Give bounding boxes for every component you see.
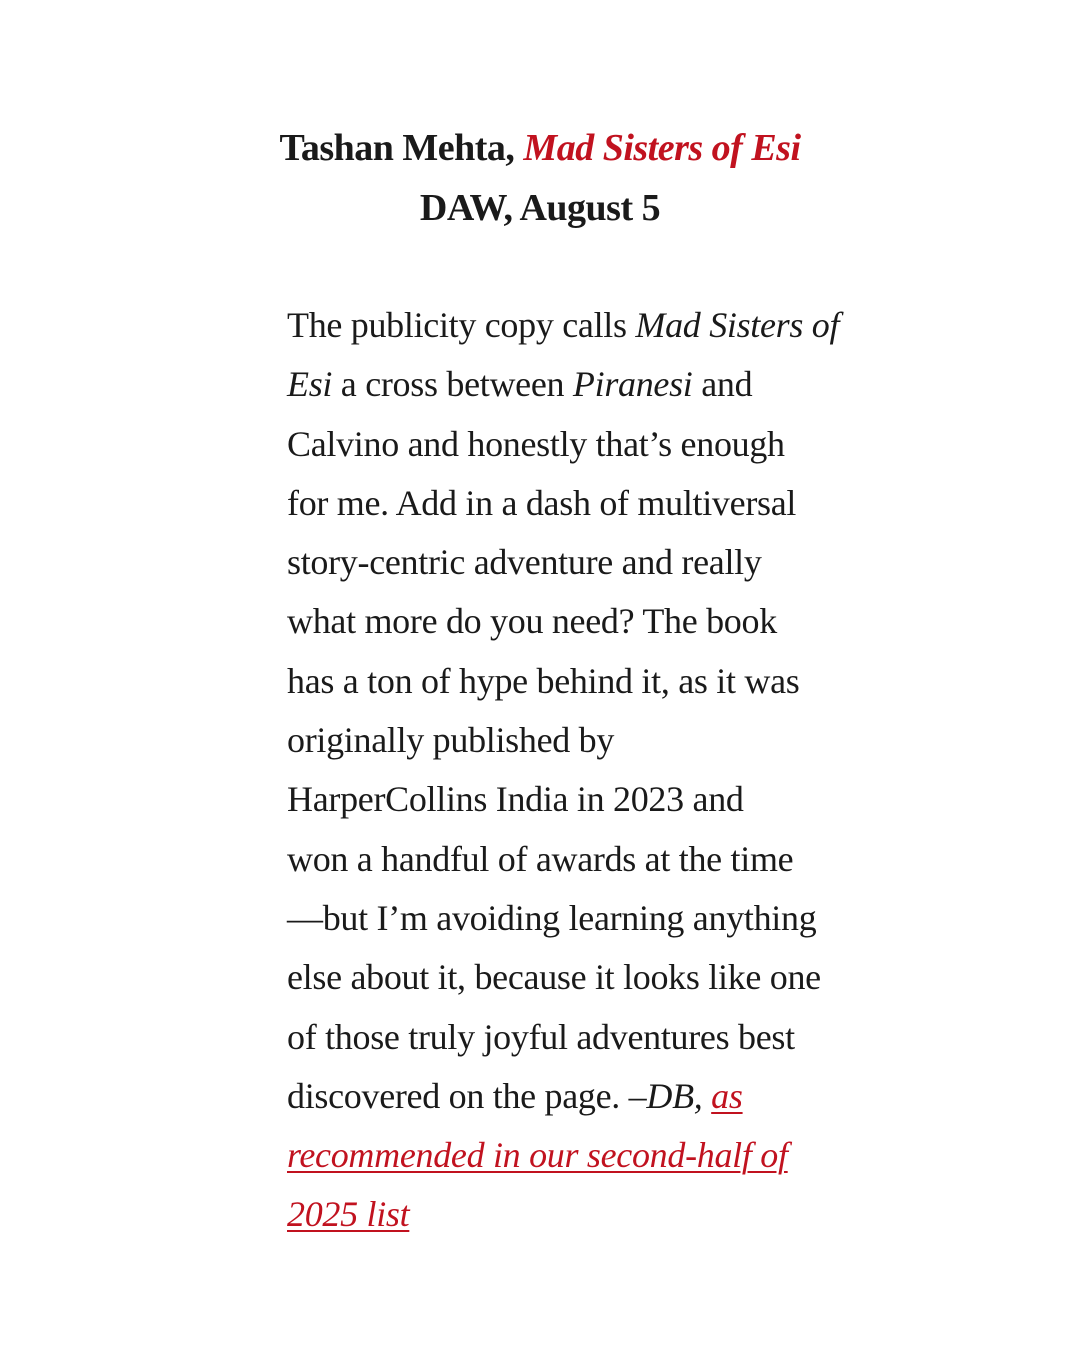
blurb-line xyxy=(287,355,853,414)
blurb-line: has a ton of hype behind it, as it was xyxy=(287,660,800,701)
blurb-text: a cross between xyxy=(332,364,573,405)
blurb-text: and xyxy=(692,364,753,405)
blurb-line xyxy=(287,296,853,355)
blurb-line xyxy=(287,1185,853,1244)
author-name: Tashan Mehta, xyxy=(279,127,515,169)
recommended-list-link[interactable]: recommended in our second-half of xyxy=(287,1135,788,1176)
blurb-line: what more do you need? The book xyxy=(287,601,777,642)
blurb-line: originally published by xyxy=(287,720,615,761)
blurb-line: —but I’m avoiding learning anything xyxy=(287,897,817,938)
blurb-text: The publicity copy calls xyxy=(287,305,636,345)
publisher-date: DAW, August 5 xyxy=(419,187,661,229)
blurb-line: for me. Add in a dash of multiversal xyxy=(287,482,797,523)
author-title-line xyxy=(0,118,1080,178)
blurb-line: of those truly joyful adventures best xyxy=(287,1016,795,1057)
blurb-line: Calvino and honestly that’s enough xyxy=(287,423,785,464)
review-blurb xyxy=(287,296,853,1245)
blurb-line: won a handful of awards at the time xyxy=(287,838,794,879)
blurb-line: else about it, because it looks like one xyxy=(287,957,821,998)
blurb-text: discovered on the page. – xyxy=(287,1075,647,1116)
book-title: Mad Sisters of Esi xyxy=(523,127,801,169)
blurb-line xyxy=(287,1126,853,1185)
blurb-italic-title: Esi xyxy=(287,364,333,405)
recommended-list-link[interactable]: 2025 list xyxy=(287,1194,410,1235)
reviewer-initials: DB, xyxy=(646,1075,703,1116)
recommended-list-link[interactable]: as xyxy=(711,1075,743,1116)
book-header xyxy=(0,118,1080,238)
blurb-italic-title: Piranesi xyxy=(572,364,693,405)
blurb-italic-title: Mad Sisters of xyxy=(635,305,840,345)
blurb-line: HarperCollins India in 2023 and xyxy=(287,779,744,820)
blurb-line xyxy=(287,1067,853,1126)
blurb-line: story-centric adventure and really xyxy=(287,542,762,583)
